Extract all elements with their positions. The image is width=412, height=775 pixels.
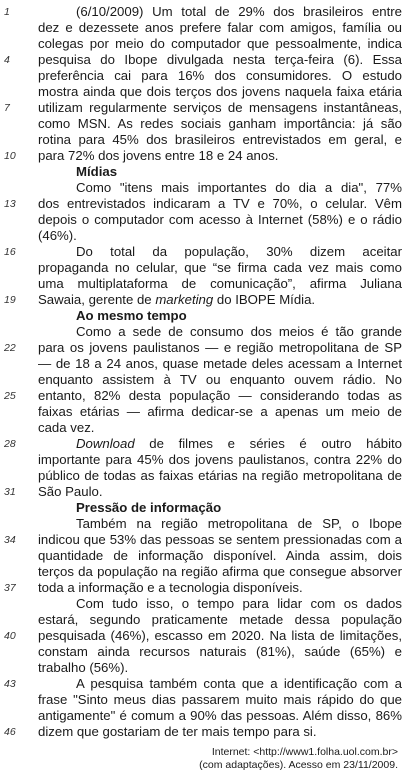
line-number: 43	[4, 678, 16, 690]
line-text: público de todas as faixas etárias na região metropolitana de	[38, 468, 402, 483]
text-line	[0, 356, 412, 372]
line-text: uma multiplataforma de comunicação”, afirma Juliana	[38, 276, 402, 291]
text-line	[0, 20, 412, 36]
text-line	[0, 468, 412, 484]
text-line	[0, 484, 412, 500]
line-text: propaganda no celular, que “se firma cada vez mais como	[38, 260, 402, 275]
line-number: 40	[4, 630, 16, 642]
line-text: Do total da população, 30% dizem aceitar	[76, 244, 402, 259]
text-line	[0, 724, 412, 740]
line-number: 34	[4, 534, 16, 546]
text-line	[0, 292, 412, 308]
section-heading: Ao mesmo tempo	[76, 308, 187, 323]
text-line	[0, 676, 412, 692]
line-number: 28	[4, 438, 16, 450]
line-text: rotina para 45% dos brasileiros entrevistados em geral, e	[38, 132, 402, 147]
text-line	[0, 532, 412, 548]
line-text: Sawaia, gerente de marketing do IBOPE Mídia.	[38, 292, 316, 307]
text-line	[0, 196, 412, 212]
line-text: constam ainda recursos naturais (81%), saúde (65%) e	[38, 644, 402, 659]
text-line	[0, 372, 412, 388]
line-text: quantidade de informação disponível. Ainda assim, dois	[38, 548, 402, 563]
text-line	[0, 212, 412, 228]
line-text: Com tudo isso, o tempo para lidar com os dados	[76, 596, 402, 611]
text-line	[0, 500, 412, 516]
text-line	[0, 52, 412, 68]
text-line	[0, 612, 412, 628]
text-line	[0, 660, 412, 676]
line-text: Como a sede de consumo dos meios é tão grande	[76, 324, 402, 339]
text-line	[0, 164, 412, 180]
text-line	[0, 548, 412, 564]
text-line	[0, 692, 412, 708]
line-text: para 72% dos jovens entre 18 e 24 anos.	[38, 148, 279, 163]
text-line	[0, 148, 412, 164]
line-number: 19	[4, 294, 16, 306]
line-text: Como "itens mais importantes do dia a dia", 77%	[76, 180, 402, 195]
text-line	[0, 4, 412, 20]
line-number: 16	[4, 246, 16, 258]
line-text: mostra ainda que dois terços dos jovens naquela faixa etária	[38, 84, 402, 99]
line-text: antigamente" é comum a 90% das pessoas. Além disso, 86%	[38, 708, 402, 723]
text-line	[0, 100, 412, 116]
line-text: dos entrevistados indicaram a TV e 70%, o celular. Vêm	[38, 196, 402, 211]
text-line	[0, 244, 412, 260]
source-citation-access: (com adaptações). Acesso em 23/11/2009.	[199, 759, 398, 771]
line-text: depois o computador com acesso à Internet (58%) e o rádio	[38, 212, 402, 227]
text-line	[0, 644, 412, 660]
line-text: (46%).	[38, 228, 77, 243]
text-line	[0, 628, 412, 644]
text-line	[0, 228, 412, 244]
text-line	[0, 68, 412, 84]
line-number: 7	[4, 102, 10, 114]
text-line	[0, 708, 412, 724]
text-line	[0, 308, 412, 324]
line-text: como MSN. As redes sociais ganham importância: já são	[38, 116, 402, 131]
line-text: (6/10/2009) Um total de 29% dos brasileiros entre	[76, 4, 402, 19]
text-line	[0, 116, 412, 132]
line-text: São Paulo.	[38, 484, 103, 499]
line-text: terços da população na região afirma que consegue absorver	[38, 564, 402, 579]
line-text: frase "Sinto meus dias passarem muito mais rápido do que	[38, 692, 402, 707]
text-line	[0, 404, 412, 420]
line-text: Também na região metropolitana de SP, o Ibope	[76, 516, 402, 531]
text-line	[0, 340, 412, 356]
text-line	[0, 388, 412, 404]
text-line	[0, 516, 412, 532]
section-heading: Mídias	[76, 164, 118, 179]
text-line	[0, 564, 412, 580]
line-text: dizem que gostariam de ter mais tempo para si.	[38, 724, 317, 739]
line-number: 13	[4, 198, 16, 210]
line-text: — de 18 a 24 anos, quase metade deles acessam a Internet	[38, 356, 402, 371]
text-line	[0, 84, 412, 100]
text-line	[0, 36, 412, 52]
line-text: faixas etárias — afirma dedicar-se a apenas um meio de	[38, 404, 402, 419]
line-text: utilizam regularmente serviços de mensagens instantâneas,	[38, 100, 402, 115]
line-text: entanto, 82% desta população — considerando todas as	[38, 388, 402, 403]
text-line	[0, 276, 412, 292]
text-line	[0, 180, 412, 196]
line-number: 37	[4, 582, 16, 594]
line-text: Download de filmes e séries é outro hábito	[76, 436, 402, 451]
line-number: 46	[4, 726, 16, 738]
line-text: indicou que 53% das pessoas se sentem pressionadas com a	[38, 532, 402, 547]
line-number: 22	[4, 342, 16, 354]
line-number: 10	[4, 150, 16, 162]
line-text: pesquisada (46%), escasso em 2020. Na lista de limitações,	[38, 628, 402, 643]
line-number: 1	[4, 6, 10, 18]
line-text: importante para 45% dos jovens paulistanos, contra 22% do	[38, 452, 402, 467]
line-text: para os jovens paulistanos — e região metropolitana de SP	[38, 340, 402, 355]
text-line	[0, 324, 412, 340]
line-text: estará, segundo praticamente metade dessa população	[38, 612, 402, 627]
text-line	[0, 436, 412, 452]
line-text: colegas por meio do computador que pessoalmente, indica	[38, 36, 402, 51]
line-text: enquanto assistem à TV ou enquanto ouvem rádio. No	[38, 372, 402, 387]
line-text: trabalho (56%).	[38, 660, 129, 675]
text-line	[0, 580, 412, 596]
text-line	[0, 260, 412, 276]
text-line	[0, 596, 412, 612]
section-heading: Pressão de informação	[76, 500, 222, 515]
line-text: toda a informação e a tecnologia disponíveis.	[38, 580, 303, 595]
text-line	[0, 420, 412, 436]
line-number: 31	[4, 486, 16, 498]
line-text: pesquisa do Ibope divulgada nesta terça-feira (6). Essa	[38, 52, 402, 67]
text-line	[0, 132, 412, 148]
line-number: 25	[4, 390, 16, 402]
text-line	[0, 452, 412, 468]
line-text: cada vez.	[38, 420, 95, 435]
line-text: preferência cai para 16% dos consumidores. O estudo	[38, 68, 402, 83]
line-text: dez e dezessete anos prefere falar com amigos, família ou	[38, 20, 402, 35]
line-number: 4	[4, 54, 10, 66]
line-text: A pesquisa também conta que a identificação com a	[76, 676, 402, 691]
source-citation-url: Internet: <http://www1.folha.uol.com.br>	[211, 746, 398, 758]
